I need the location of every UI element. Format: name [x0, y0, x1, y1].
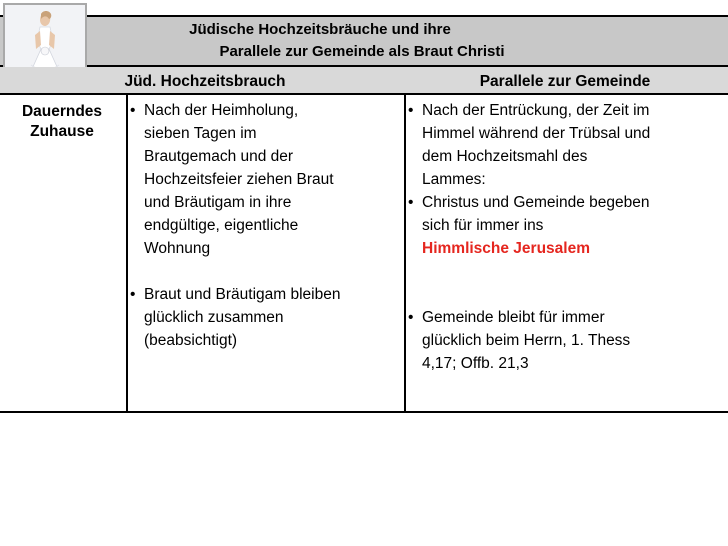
bullet-glyph: • [130, 102, 136, 119]
row-label [6, 102, 118, 142]
title-line-2: Parallele zur Gemeinde als Braut Christi [219, 43, 505, 60]
text-line: Nach der Entrückung, der Zeit im [422, 102, 650, 119]
text-line: Wohnung [144, 240, 211, 257]
text-line: 4,17; Offb. 21,3 [422, 355, 529, 372]
list-item [408, 306, 724, 375]
spacer [408, 260, 724, 306]
text-line: Lammes: [422, 171, 486, 188]
bullet-glyph: • [408, 309, 414, 326]
text-line: Christus und Gemeinde begeben [422, 194, 650, 211]
bullet-glyph: • [130, 286, 136, 303]
text-line: (beabsichtigt) [144, 332, 238, 349]
table-header-row [0, 67, 728, 95]
bullet-glyph: • [408, 194, 414, 211]
column-divider [126, 95, 128, 413]
table-row [0, 95, 728, 413]
text-line: Gemeinde bleibt für immer [422, 309, 605, 326]
list-item [408, 191, 724, 260]
bullet-glyph: • [408, 102, 414, 119]
title-band [0, 15, 728, 67]
custom-column [130, 99, 402, 352]
column-header-parallel: Parallele zur Gemeinde [479, 73, 651, 90]
column-divider [404, 95, 406, 413]
column-header-custom: Jüd. Hochzeitsbrauch [124, 73, 286, 90]
text-line: sieben Tagen im [144, 125, 257, 142]
list-item [130, 99, 402, 260]
text-line: dem Hochzeitsmahl des [422, 148, 588, 165]
text-line: Nach der Heimholung, [144, 102, 299, 119]
text-line: Hochzeitsfeier ziehen Braut [144, 171, 334, 188]
text-line: endgültige, eigentliche [144, 217, 299, 234]
text-line: Himmel während der Trübsal und [422, 125, 651, 142]
list-item [408, 99, 724, 191]
text-line: und Bräutigam in ihre [144, 194, 292, 211]
text-line: Braut und Bräutigam bleiben [144, 286, 341, 303]
spacer [130, 260, 402, 283]
text-line: glücklich zusammen [144, 309, 284, 326]
highlighted-term: Himmlische Jerusalem [422, 240, 591, 257]
list-item [130, 283, 402, 352]
row-label-line-2: Zuhause [30, 123, 94, 140]
text-line: glücklich beim Herrn, 1. Thess [422, 332, 631, 349]
row-label-line-1: Dauerndes [21, 103, 103, 120]
text-line: Brautgemach und der [144, 148, 294, 165]
title-line-1: Jüdische Hochzeitsbräuche und ihre [189, 21, 451, 38]
text-line: sich für immer ins [422, 217, 544, 234]
parallel-column [408, 99, 724, 375]
